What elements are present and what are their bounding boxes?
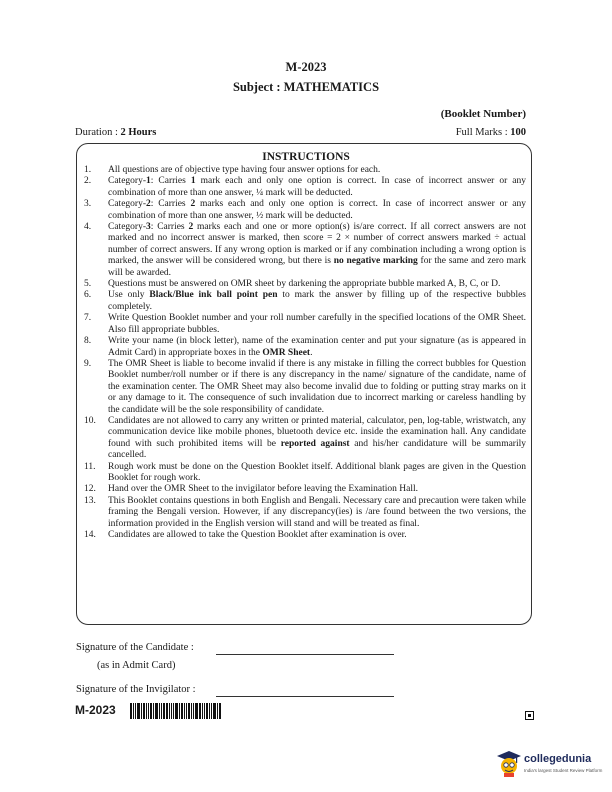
barcode-bar (169, 703, 170, 719)
instruction-text: Rough work must be done on the Question Booklet itself. Additional blank pages are given in the Question Booklet for rough work. (108, 461, 526, 483)
instruction-number: 9. (84, 358, 92, 369)
instruction-item (84, 484, 526, 495)
instruction-emphasis: no negative marking (333, 256, 418, 267)
barcode-bar (146, 703, 147, 719)
barcode-bar (153, 703, 154, 719)
instruction-text: Hand over the OMR Sheet to the invigilator before leaving the Examination Hall. (108, 484, 418, 495)
instruction-number: 2. (84, 176, 92, 187)
instruction-item (84, 359, 526, 416)
barcode-bar (148, 703, 149, 719)
instruction-emphasis: OMR Sheet (262, 347, 311, 358)
instruction-number: 1. (84, 165, 92, 175)
barcode-bar (141, 703, 142, 719)
barcode-bar (195, 703, 198, 719)
barcode-bar (209, 703, 210, 719)
instruction-number: 4. (84, 222, 92, 233)
instruction-number: 8. (84, 336, 92, 347)
instruction-text: to mark the answer by filling up of the respective bubbles completely. (108, 290, 526, 312)
instruction-text: Category- (108, 222, 146, 233)
instruction-item (84, 165, 526, 176)
invigilator-signature-label: Signature of the Invigilator : (76, 684, 196, 695)
instruction-text: The OMR Sheet is liable to become invalid if there is any mistake in filling the correct bubbles for Question Booklet number/roll number or if there is any discrepancy in the name/ signature of the candidate, name of the examination center. The OMR Sheet may also become invalid due to folding or putting stray marks on it or any damage to it. The consequence of such invalidation due to incorrect marking or careless handling by the candidate will be the sole responsibility of candidate. (108, 358, 526, 415)
instruction-emphasis: 3 (146, 222, 151, 233)
barcode-bar (206, 703, 208, 719)
instruction-number: 12. (84, 484, 96, 495)
barcode-bar (143, 703, 145, 719)
instruction-item (84, 290, 526, 313)
instruction-text: Category- (108, 176, 146, 187)
instruction-number: 3. (84, 199, 92, 210)
barcode-bar (150, 703, 152, 719)
duration-prefix: Duration : (75, 127, 121, 138)
barcode-bar (191, 703, 192, 719)
barcode-bar (171, 703, 172, 719)
instruction-emphasis: reported against (280, 438, 350, 449)
barcode-bar (179, 703, 180, 719)
paper-code: M-2023 (285, 60, 327, 74)
barcode-bar (211, 703, 212, 719)
barcode-bar (219, 703, 221, 719)
instruction-number: 11. (84, 461, 96, 472)
instruction-text: Candidates are allowed to take the Question Booklet after examination is over. (108, 530, 407, 540)
collegedunia-logo (496, 750, 606, 780)
instruction-text: : Carries (150, 176, 191, 187)
subject-prefix: Subject : (232, 80, 284, 94)
instruction-item (84, 176, 526, 199)
candidate-signature-label: Signature of the Candidate : (76, 642, 194, 653)
instruction-text: marks each and one or more option(s) is/are correct. If all correct answers are not marked and no incorrect answer is marked, then score = 2 × number of correct answers marked ÷ actual number of correct answers. If any wrong option is marked or if any combination including a wrong option is marked, the answer will be considered wrong, but there is (108, 222, 526, 267)
instruction-text: Use only (108, 290, 150, 301)
barcode-bar (181, 703, 183, 719)
barcode (130, 703, 222, 719)
instruction-item (84, 462, 526, 485)
barcode-bar (186, 703, 187, 719)
graduate-mascot-icon (496, 750, 522, 778)
instruction-text: and his/her candidature will be summarily cancelled. (108, 438, 527, 461)
barcode-bar (166, 703, 168, 719)
logo-name: collegedunia (524, 753, 592, 765)
instruction-emphasis: 2 (146, 199, 151, 210)
barcode-bar (188, 703, 190, 719)
barcode-bar (175, 703, 178, 719)
instruction-emphasis: Black/Blue ink ball point pen (149, 290, 278, 301)
instruction-item (84, 416, 526, 462)
logo-tagline: India's largest Student Review Platform (524, 768, 603, 773)
instruction-emphasis: 2 (188, 222, 194, 233)
instruction-text: Candidates are not allowed to carry any written or printed material, calculator, pen, log-table, wristwatch, any communication device like mobile phones, bluetooth device etc. inside the examination hall. Any candidate found with such prohibited items will be (108, 415, 526, 449)
instruction-text: Questions must be answered on OMR sheet by darkening the appropriate bubble marked A, B, C, or D. (108, 279, 501, 290)
instruction-item (84, 279, 526, 290)
instruction-text: . (310, 347, 313, 358)
instruction-item (84, 336, 526, 359)
instruction-item (84, 530, 526, 541)
invigilator-signature-line[interactable] (216, 696, 394, 697)
instruction-item (84, 496, 526, 530)
full-marks (456, 127, 526, 138)
barcode-bar (137, 703, 140, 719)
barcode-bar (202, 703, 203, 719)
instruction-item (84, 222, 526, 279)
instruction-text: All questions are of objective type having four answer options for each. (108, 165, 381, 175)
instruction-text: Write your name (in block letter), name of the examination center and put your signature (as is appeared in Admit Card) in appropriate boxes in the (108, 336, 526, 358)
instruction-text: Write Question Booklet number and your roll number carefully in the specified locations of the OMR Sheet. Also fill appropriate bubbles. (108, 313, 526, 335)
instruction-item (84, 199, 526, 222)
instruction-emphasis: 2 (190, 199, 196, 210)
barcode-bar (204, 703, 205, 719)
barcode-bar (135, 703, 136, 719)
barcode-bar (163, 703, 165, 719)
candidate-signature-note: (as in Admit Card) (97, 660, 176, 671)
instruction-text: mark each and only one option is correct. In case of incorrect answer or any combination of more than one answer, ¼ mark will be deducted. (108, 176, 527, 198)
instruction-emphasis: 1 (190, 176, 196, 187)
instruction-emphasis: 1 (146, 176, 151, 187)
barcode-bar (193, 703, 194, 719)
instruction-number: 13. (84, 495, 96, 506)
instruction-number: 5. (84, 279, 92, 290)
barcode-bar (161, 703, 162, 719)
barcode-bar (159, 703, 160, 719)
booklet-number-label: (Booklet Number) (440, 108, 526, 120)
instructions-list (84, 165, 526, 541)
duration (75, 127, 156, 138)
barcode-bar (184, 703, 185, 719)
subject-heading (0, 80, 612, 95)
instruction-number: 7. (84, 313, 92, 324)
barcode-bar (133, 703, 134, 719)
instructions-title: INSTRUCTIONS (262, 151, 350, 163)
barcode-bar (213, 703, 216, 719)
instruction-number: 6. (84, 290, 92, 301)
full-marks-prefix: Full Marks : (455, 127, 511, 138)
barcode-bar (130, 703, 132, 719)
footer-paper-code: M-2023 (75, 703, 116, 717)
barcode-bar (155, 703, 158, 719)
instruction-text: marks each and only one option is correct. In case of incorrect answer or any combination of more than one answer, ½ mark will be deducted. (108, 199, 526, 221)
subject-name: MATHEMATICS (283, 80, 380, 94)
barcode-bar (217, 703, 218, 719)
instruction-item (84, 313, 526, 336)
instruction-number: 14. (84, 530, 96, 540)
instruction-text: : Carries (150, 199, 191, 210)
duration-value: 2 Hours (120, 127, 157, 138)
barcode-bar (199, 703, 201, 719)
full-marks-value: 100 (510, 127, 526, 138)
candidate-signature-line[interactable] (216, 654, 394, 655)
marker-square-icon (525, 711, 534, 720)
instruction-text: This Booklet contains questions in both English and Bengali. Necessary care and precaution were taken while framing the Bengali version. However, if any discrepancy(ies) is /are found between the two versions, the information provided in the English version will stand and will be treated as final. (108, 495, 526, 529)
barcode-bar (173, 703, 174, 719)
instruction-text: Category- (108, 199, 146, 210)
instruction-text: : Carries (150, 222, 189, 233)
instruction-number: 10. (84, 415, 96, 426)
instruction-text: for the same and zero mark will be awarded. (108, 256, 526, 278)
